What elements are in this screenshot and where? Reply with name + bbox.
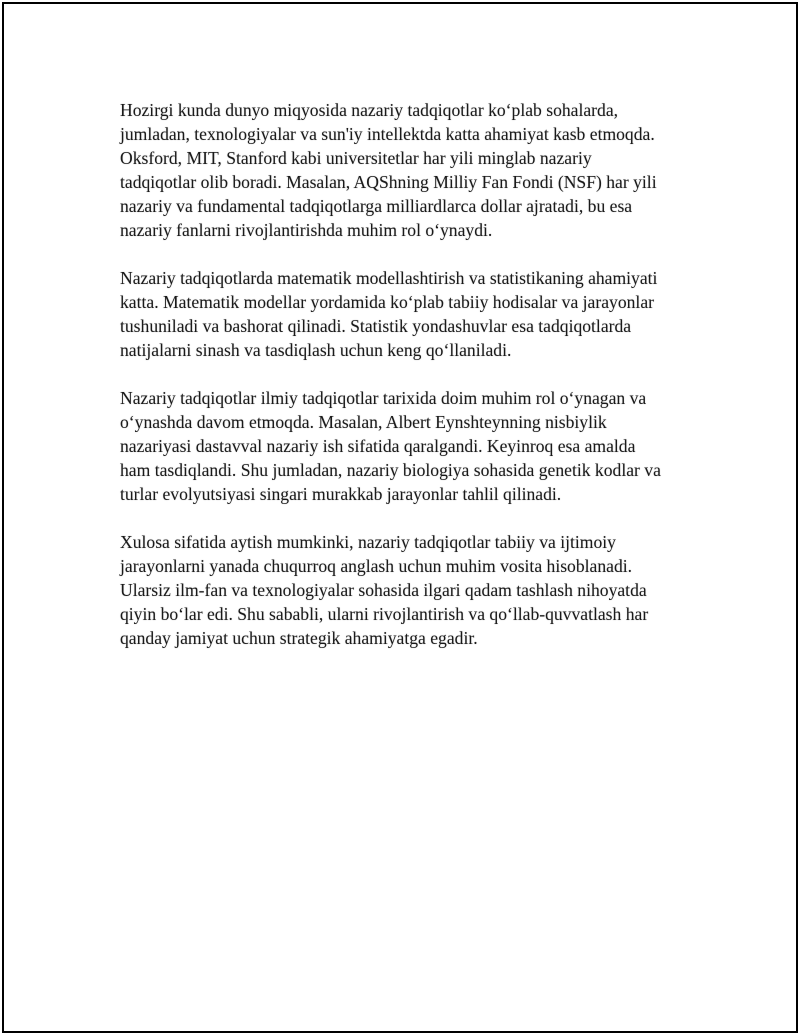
text-line: Xulosa sifatida aytish mumkinki, nazariy tadqiqotlar tabiiy va ijtimoiy [120,532,616,552]
text-line: jarayonlarni yanada chuqurroq anglash uchun muhim vosita hisoblanadi. [120,556,633,576]
text-line: jumladan, texnologiyalar va sun'iy intellektda katta ahamiyat kasb etmoqda. [120,124,655,144]
document-body [120,98,695,674]
text-line: natijalarni sinash va tasdiqlash uchun keng qo‘llaniladi. [120,340,512,360]
text-line: Hozirgi kunda dunyo miqyosida nazariy tadqiqotlar ko‘plab sohalarda, [120,100,619,120]
text-line: tadqiqotlar olib boradi. Masalan, AQShning Milliy Fan Fondi (NSF) har yili [120,172,657,192]
paragraph-4 [120,530,695,650]
document-page [2,2,798,1033]
text-line: qiyin bo‘lar edi. Shu sababli, ularni rivojlantirish va qo‘llab-quvvatlash har [120,604,649,624]
text-line: tushuniladi va bashorat qilinadi. Statistik yondashuvlar esa tadqiqotlarda [120,316,632,336]
text-line: nazariy fanlarni rivojlantirishda muhim rol o‘ynaydi. [120,220,493,240]
paragraph-2 [120,266,695,362]
paragraph-1 [120,98,695,242]
text-line: nazariyasi dastavval nazariy ish sifatida qaralgandi. Keyinroq esa amalda [120,436,636,456]
text-line: turlar evolyutsiyasi singari murakkab jarayonlar tahlil qilinadi. [120,484,562,504]
text-line: ham tasdiqlandi. Shu jumladan, nazariy biologiya sohasida genetik kodlar va [120,460,661,480]
text-line: katta. Matematik modellar yordamida ko‘plab tabiiy hodisalar va jarayonlar [120,292,654,312]
text-line: Nazariy tadqiqotlar ilmiy tadqiqotlar tarixida doim muhim rol o‘ynagan va [120,388,647,408]
paragraph-3 [120,386,695,506]
text-line: Nazariy tadqiqotlarda matematik modellashtirish va statistikaning ahamiyati [120,268,658,288]
text-line: nazariy va fundamental tadqiqotlarga milliardlarca dollar ajratadi, bu esa [120,196,633,216]
text-line: o‘ynashda davom etmoqda. Masalan, Albert Eynshteynning nisbiylik [120,412,607,432]
text-line: Oksford, MIT, Stanford kabi universitetlar har yili minglab nazariy [120,148,592,168]
text-line: Ularsiz ilm-fan va texnologiyalar sohasida ilgari qadam tashlash nihoyatda [120,580,647,600]
text-line: qanday jamiyat uchun strategik ahamiyatga egadir. [120,628,478,648]
